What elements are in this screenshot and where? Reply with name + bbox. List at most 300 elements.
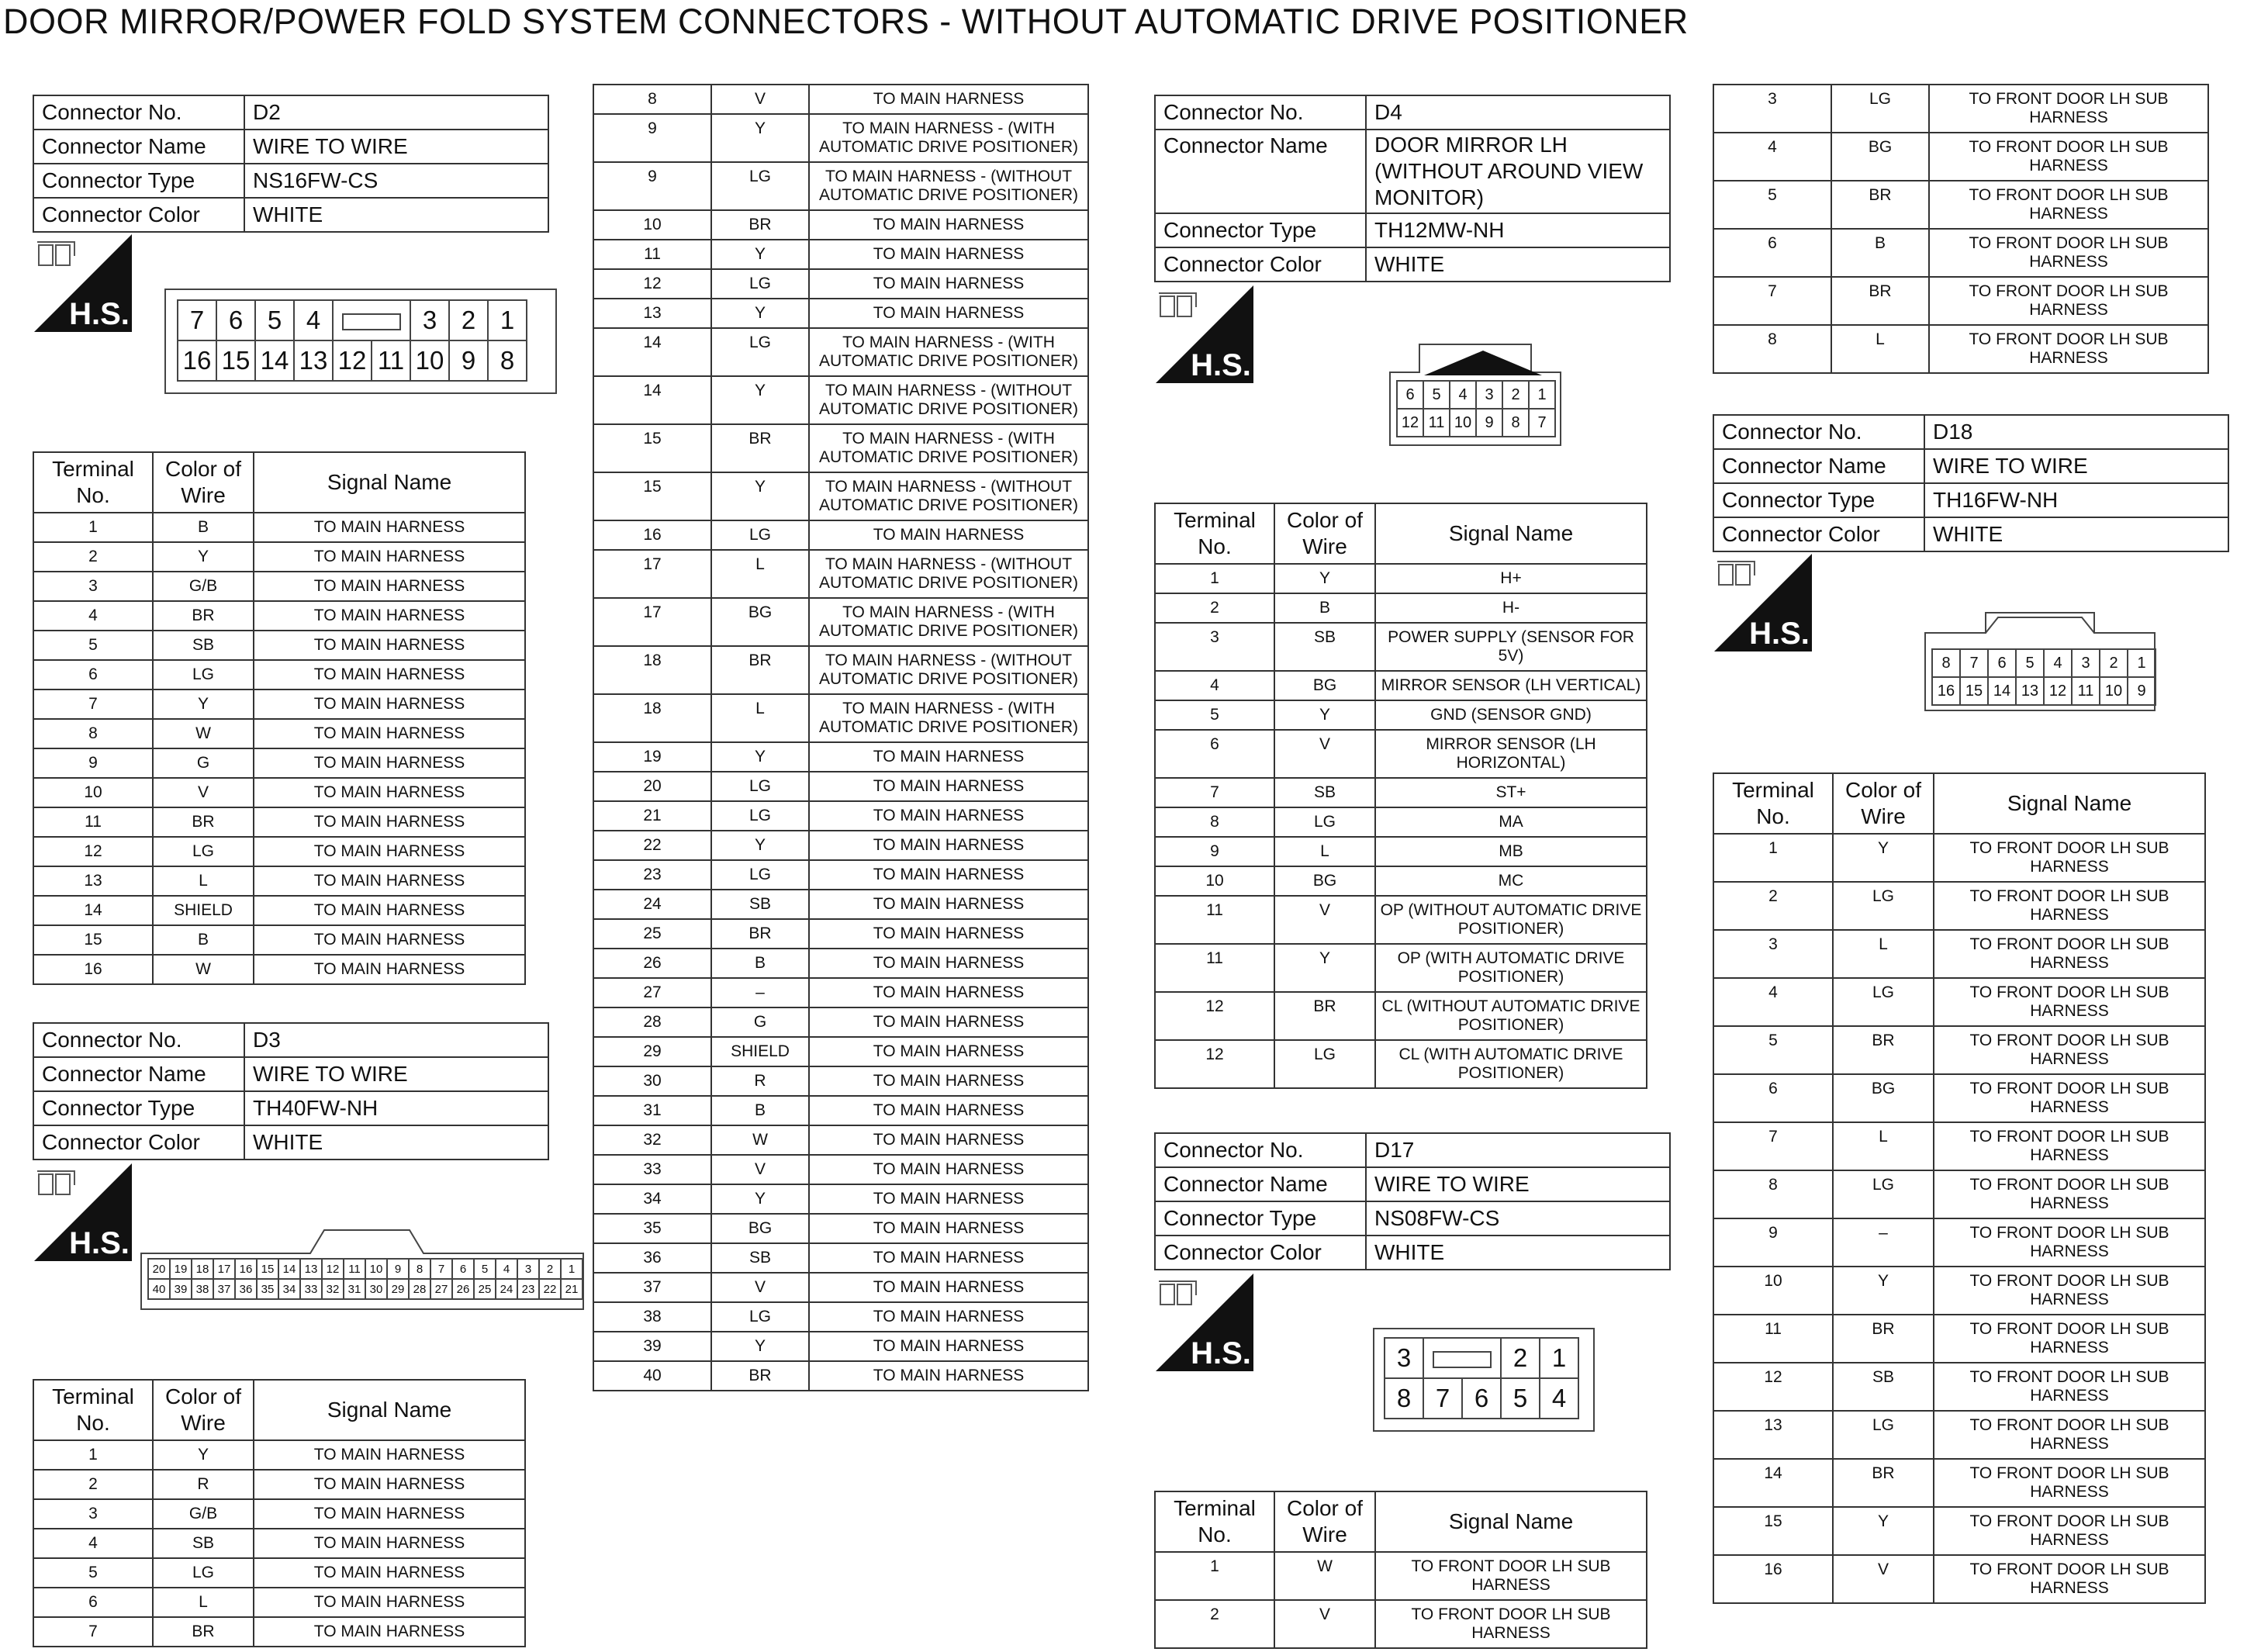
terminal-no-cell: 25 (593, 919, 711, 949)
wire-color-cell: BR (153, 1617, 254, 1647)
table-row (1713, 1074, 2205, 1122)
pin-grid-d2 (177, 299, 527, 382)
connector-no-value: D2 (244, 95, 548, 130)
pin-number: 9 (1476, 409, 1502, 437)
terminal-no-cell: 1 (1155, 1552, 1274, 1600)
terminal-no-cell: 3 (1713, 85, 1831, 133)
wire-color-cell: Y (153, 542, 254, 572)
connector-type-value: NS08FW-CS (1366, 1201, 1670, 1236)
terminal-no-header: Terminal No. (1155, 1491, 1274, 1552)
table-row (33, 1588, 525, 1617)
wire-color-cell: LG (153, 837, 254, 866)
wire-color-cell: LG (711, 269, 809, 299)
connector-type-label: Connector Type (33, 1091, 244, 1125)
connector-type-label: Connector Type (1713, 483, 1924, 517)
hs-badge-icon (1154, 284, 1255, 385)
table-row (1713, 181, 2208, 229)
table-row (33, 778, 525, 807)
signal-name-cell: TO MAIN HARNESS (809, 520, 1088, 550)
terminal-no-cell: 5 (1713, 1026, 1833, 1074)
terminal-no-cell: 30 (593, 1066, 711, 1096)
table-row (33, 1529, 525, 1558)
hs-badge-icon (1154, 1272, 1255, 1373)
pin-number: 39 (170, 1279, 192, 1299)
terminal-no-cell: 33 (593, 1155, 711, 1184)
table-row (1713, 1170, 2205, 1218)
color-of-wire-header: Color of Wire (1833, 773, 1934, 834)
table-row (593, 240, 1088, 269)
wire-color-cell: BG (711, 598, 809, 646)
wire-color-cell: – (1833, 1218, 1934, 1267)
pin-number: 5 (255, 300, 294, 340)
terminal-no-cell: 3 (1155, 623, 1274, 671)
wire-color-cell: LG (153, 1558, 254, 1588)
signal-name-header: Signal Name (254, 1380, 525, 1440)
signal-name-cell: TO MAIN HARNESS (809, 1155, 1088, 1184)
pin-number: 6 (452, 1259, 474, 1279)
table-row (1155, 623, 1647, 671)
table-row (33, 572, 525, 601)
wire-color-cell: G/B (153, 572, 254, 601)
table-row (1155, 671, 1647, 700)
terminal-no-cell: 10 (1713, 1267, 1833, 1315)
wire-color-cell: G (711, 1007, 809, 1037)
terminal-no-cell: 23 (593, 860, 711, 890)
signal-name-cell: TO MAIN HARNESS (809, 919, 1088, 949)
pin-number: 1 (1540, 1338, 1578, 1378)
pin-number: 19 (170, 1259, 192, 1279)
wire-color-cell: L (711, 694, 809, 742)
pin-number: 3 (1476, 381, 1502, 409)
wire-color-cell: W (1274, 1552, 1375, 1600)
terminal-no-cell: 22 (593, 831, 711, 860)
pin-number: 28 (409, 1279, 430, 1299)
table-row (593, 520, 1088, 550)
pin-number: 4 (294, 300, 333, 340)
pin-number: 10 (410, 340, 449, 381)
wire-color-cell: V (153, 778, 254, 807)
signal-name-cell: TO FRONT DOOR LH SUB HARNESS (1929, 181, 2208, 229)
terminal-no-cell: 7 (1713, 277, 1831, 325)
signal-name-cell: TO MAIN HARNESS (254, 601, 525, 631)
wire-color-cell: Y (153, 1440, 254, 1470)
pin-number: 16 (1932, 677, 1960, 705)
pin-number: 40 (148, 1279, 170, 1299)
hs-badge-icon (1713, 552, 1813, 653)
signal-name-cell: TO MAIN HARNESS (809, 1302, 1088, 1332)
signal-name-cell: TO FRONT DOOR LH SUB HARNESS (1934, 834, 2205, 882)
wire-color-cell: BR (1833, 1026, 1934, 1074)
pin-number: 9 (2128, 677, 2156, 705)
pin-number: 7 (1529, 409, 1555, 437)
connector-name-value: WIRE TO WIRE (1366, 1167, 1670, 1201)
pin-number: 10 (2100, 677, 2128, 705)
terminal-no-cell: 8 (1713, 325, 1831, 373)
page-title: DOOR MIRROR/POWER FOLD SYSTEM CONNECTORS - WITHOUT AUTOMATIC DRIVE POSITIONER (3, 2, 1689, 41)
table-row (1713, 325, 2208, 373)
pin-number: 14 (255, 340, 294, 381)
wire-color-cell: Y (1833, 1507, 1934, 1555)
wire-color-cell: LG (1274, 1040, 1375, 1088)
color-of-wire-header: Color of Wire (1274, 503, 1375, 564)
table-row (1713, 1411, 2205, 1459)
wire-color-cell: LG (1274, 807, 1375, 837)
wire-color-cell: BR (1833, 1459, 1934, 1507)
terminal-no-cell: 10 (33, 778, 153, 807)
terminal-no-cell: 27 (593, 978, 711, 1007)
terminal-no-cell: 38 (593, 1302, 711, 1332)
wire-color-cell: BR (153, 601, 254, 631)
terminal-no-cell: 4 (33, 601, 153, 631)
terminal-no-header: Terminal No. (33, 1380, 153, 1440)
signal-name-cell: TO MAIN HARNESS (809, 772, 1088, 801)
table-row (593, 831, 1088, 860)
table-row (33, 689, 525, 719)
pin-number: 31 (344, 1279, 365, 1299)
terminal-no-cell: 13 (1713, 1411, 1833, 1459)
wire-color-cell: LG (1833, 1411, 1934, 1459)
connector-no-value: D4 (1366, 95, 1670, 130)
table-row (33, 1499, 525, 1529)
wire-color-cell: R (711, 1066, 809, 1096)
wire-color-cell: BR (1274, 992, 1375, 1040)
terminal-table-d2 (33, 451, 526, 985)
pin-number: 6 (1462, 1378, 1501, 1419)
connector-lock-slot (333, 300, 410, 340)
pin-number: 7 (1960, 649, 1988, 677)
signal-name-header: Signal Name (1375, 1491, 1647, 1552)
table-row (33, 955, 525, 984)
pin-number: 17 (213, 1259, 235, 1279)
wire-color-cell: V (711, 1273, 809, 1302)
pin-number: 35 (257, 1279, 278, 1299)
terminal-no-cell: 10 (1155, 866, 1274, 896)
signal-name-cell: TO MAIN HARNESS (809, 85, 1088, 114)
signal-name-cell: TO MAIN HARNESS - (WITHOUT AUTOMATIC DRIVE POSITIONER) (809, 646, 1088, 694)
signal-name-cell: CL (WITH AUTOMATIC DRIVE POSITIONER) (1375, 1040, 1647, 1088)
terminal-no-cell: 19 (593, 742, 711, 772)
signal-name-cell: MIRROR SENSOR (LH VERTICAL) (1375, 671, 1647, 700)
pin-number: 33 (300, 1279, 322, 1299)
wire-color-cell: V (1274, 1600, 1375, 1648)
wire-color-cell: Y (711, 376, 809, 424)
pin-number: 26 (452, 1279, 474, 1299)
pin-number: 5 (1501, 1378, 1540, 1419)
signal-name-cell: TO MAIN HARNESS (254, 955, 525, 984)
table-row (1713, 277, 2208, 325)
signal-name-cell: TO MAIN HARNESS (254, 748, 525, 778)
signal-name-header: Signal Name (254, 452, 525, 513)
pin-number: 30 (365, 1279, 387, 1299)
connector-type-value: TH40FW-NH (244, 1091, 548, 1125)
pin-number: 8 (409, 1259, 430, 1279)
signal-name-cell: TO FRONT DOOR LH SUB HARNESS (1375, 1600, 1647, 1648)
wire-color-cell: BG (1274, 671, 1375, 700)
terminal-no-cell: 15 (33, 925, 153, 955)
signal-name-cell: H+ (1375, 564, 1647, 593)
terminal-no-cell: 28 (593, 1007, 711, 1037)
signal-name-cell: TO MAIN HARNESS (809, 742, 1088, 772)
terminal-no-cell: 11 (593, 240, 711, 269)
signal-name-cell: TO MAIN HARNESS (809, 1037, 1088, 1066)
pin-number: 13 (2016, 677, 2044, 705)
terminal-no-cell: 5 (1155, 700, 1274, 730)
pin-number: 1 (2128, 649, 2156, 677)
terminal-no-header: Terminal No. (33, 452, 153, 513)
terminal-no-cell: 11 (1155, 944, 1274, 992)
pin-number: 20 (148, 1259, 170, 1279)
table-row (1713, 1122, 2205, 1170)
terminal-no-cell: 14 (593, 376, 711, 424)
hs-badge-icon (33, 233, 133, 334)
connector-lock-slot (1423, 1338, 1501, 1378)
table-row (1713, 930, 2205, 978)
pin-number: 14 (1988, 677, 2016, 705)
table-row (1155, 837, 1647, 866)
connector-name-value: WIRE TO WIRE (244, 1057, 548, 1091)
signal-name-cell: TO MAIN HARNESS (254, 1529, 525, 1558)
connector-name-value: WIRE TO WIRE (244, 130, 548, 164)
terminal-no-cell: 40 (593, 1361, 711, 1391)
table-row (593, 1361, 1088, 1391)
table-row (1155, 992, 1647, 1040)
pin-number: 4 (2044, 649, 2072, 677)
terminal-no-cell: 5 (33, 1558, 153, 1588)
pin-number: 6 (1988, 649, 2016, 677)
pin-number: 5 (474, 1259, 496, 1279)
latch-icon (1433, 1351, 1492, 1368)
wire-color-cell: W (153, 719, 254, 748)
wire-color-cell: V (1274, 896, 1375, 944)
pin-number: 8 (1502, 409, 1529, 437)
table-row (593, 210, 1088, 240)
color-of-wire-header: Color of Wire (153, 452, 254, 513)
hs-label: H.S. (69, 297, 130, 331)
terminal-no-cell: 10 (593, 210, 711, 240)
table-row (33, 601, 525, 631)
signal-name-header: Signal Name (1375, 503, 1647, 564)
terminal-no-cell: 12 (593, 269, 711, 299)
pin-number: 9 (449, 340, 488, 381)
signal-name-cell: TO FRONT DOOR LH SUB HARNESS (1934, 1122, 2205, 1170)
connector-name-label: Connector Name (33, 1057, 244, 1091)
terminal-no-cell: 1 (33, 513, 153, 542)
connector-color-label: Connector Color (1713, 517, 1924, 551)
signal-name-cell: TO FRONT DOOR LH SUB HARNESS (1934, 1026, 2205, 1074)
table-row (1713, 133, 2208, 181)
connector-no-label: Connector No. (33, 1023, 244, 1057)
terminal-no-header: Terminal No. (1155, 503, 1274, 564)
terminal-no-cell: 6 (1713, 1074, 1833, 1122)
wire-color-cell: W (711, 1125, 809, 1155)
pin-number: 11 (372, 340, 410, 381)
table-row (593, 114, 1088, 162)
wire-color-cell: LG (711, 162, 809, 210)
terminal-no-cell: 11 (33, 807, 153, 837)
wire-color-cell: SB (1274, 623, 1375, 671)
wire-color-cell: LG (711, 520, 809, 550)
pin-number: 16 (178, 340, 216, 381)
wire-color-cell: L (153, 1588, 254, 1617)
pin-number: 4 (1540, 1378, 1578, 1419)
wire-color-cell: BR (711, 646, 809, 694)
wire-color-cell: L (1833, 930, 1934, 978)
latch-icon (342, 313, 401, 330)
pin-number: 12 (2044, 677, 2072, 705)
pin-number: 2 (449, 300, 488, 340)
terminal-no-cell: 6 (1155, 730, 1274, 778)
signal-name-cell: TO FRONT DOOR LH SUB HARNESS (1934, 1074, 2205, 1122)
table-row (1155, 700, 1647, 730)
table-row (1713, 1267, 2205, 1315)
terminal-no-cell: 2 (1155, 1600, 1274, 1648)
pin-number: 8 (488, 340, 527, 381)
connector-name-label: Connector Name (1155, 130, 1366, 213)
table-row (593, 550, 1088, 598)
pin-number: 7 (178, 300, 216, 340)
terminal-no-cell: 7 (33, 1617, 153, 1647)
terminal-table-d4 (1154, 503, 1647, 1089)
terminal-no-cell: 1 (1713, 834, 1833, 882)
signal-name-cell: TO FRONT DOOR LH SUB HARNESS (1934, 1459, 2205, 1507)
pin-number: 29 (387, 1279, 409, 1299)
wire-color-cell: LG (711, 860, 809, 890)
terminal-no-cell: 2 (33, 542, 153, 572)
pin-number: 34 (278, 1279, 300, 1299)
wire-color-cell: G/B (153, 1499, 254, 1529)
signal-name-cell: TO MAIN HARNESS (254, 837, 525, 866)
signal-name-cell: TO MAIN HARNESS (254, 1499, 525, 1529)
signal-name-cell: TO FRONT DOOR LH SUB HARNESS (1934, 1170, 2205, 1218)
wire-color-cell: LG (711, 328, 809, 376)
signal-name-cell: TO MAIN HARNESS (254, 719, 525, 748)
terminal-no-cell: 16 (593, 520, 711, 550)
signal-name-cell: TO MAIN HARNESS - (WITHOUT AUTOMATIC DRIVE POSITIONER) (809, 376, 1088, 424)
wire-color-cell: L (1831, 325, 1929, 373)
table-row (1155, 593, 1647, 623)
wire-color-cell: LG (1831, 85, 1929, 133)
table-row (593, 1302, 1088, 1332)
wire-color-cell: B (1274, 593, 1375, 623)
color-of-wire-header: Color of Wire (1274, 1491, 1375, 1552)
wire-color-cell: Y (1274, 700, 1375, 730)
signal-name-cell: TO FRONT DOOR LH SUB HARNESS (1934, 978, 2205, 1026)
signal-name-cell: TO MAIN HARNESS (254, 1470, 525, 1499)
terminal-no-cell: 5 (33, 631, 153, 660)
signal-name-cell: TO MAIN HARNESS (809, 240, 1088, 269)
terminal-no-cell: 14 (593, 328, 711, 376)
signal-name-cell: TO MAIN HARNESS (254, 1588, 525, 1617)
signal-name-cell: TO MAIN HARNESS - (WITH AUTOMATIC DRIVE POSITIONER) (809, 424, 1088, 472)
wire-color-cell: BG (1274, 866, 1375, 896)
terminal-no-cell: 7 (1713, 1122, 1833, 1170)
connector-no-value: D3 (244, 1023, 548, 1057)
table-row (1713, 1363, 2205, 1411)
pin-number: 10 (1450, 409, 1476, 437)
terminal-no-cell: 2 (1155, 593, 1274, 623)
pin-number: 37 (213, 1279, 235, 1299)
table-row (33, 1558, 525, 1588)
terminal-no-cell: 13 (593, 299, 711, 328)
signal-name-cell: TO FRONT DOOR LH SUB HARNESS (1934, 1411, 2205, 1459)
wire-color-cell: Y (711, 1332, 809, 1361)
terminal-no-cell: 12 (1713, 1363, 1833, 1411)
pin-number: 14 (278, 1259, 300, 1279)
table-row (1713, 1218, 2205, 1267)
terminal-no-cell: 34 (593, 1184, 711, 1214)
pin-number: 3 (2072, 649, 2100, 677)
signal-name-cell: TO FRONT DOOR LH SUB HARNESS (1929, 325, 2208, 373)
table-row (593, 1096, 1088, 1125)
wire-color-cell: LG (1833, 882, 1934, 930)
table-row (593, 978, 1088, 1007)
signal-name-cell: TO MAIN HARNESS (254, 660, 525, 689)
connector-info-d3 (33, 1022, 549, 1160)
connector-info-d17 (1154, 1132, 1671, 1270)
signal-name-cell: POWER SUPPLY (SENSOR FOR 5V) (1375, 623, 1647, 671)
wire-color-cell: LG (711, 772, 809, 801)
connector-type-value: TH12MW-NH (1366, 213, 1670, 247)
connector-info-d2 (33, 95, 549, 233)
terminal-no-cell: 18 (593, 646, 711, 694)
terminal-no-cell: 36 (593, 1243, 711, 1273)
signal-name-cell: TO MAIN HARNESS (254, 1440, 525, 1470)
signal-name-cell: TO MAIN HARNESS (809, 269, 1088, 299)
wire-color-cell: Y (1833, 1267, 1934, 1315)
connector-color-label: Connector Color (33, 1125, 244, 1160)
terminal-no-cell: 24 (593, 890, 711, 919)
terminal-no-cell: 32 (593, 1125, 711, 1155)
terminal-no-cell: 14 (33, 896, 153, 925)
signal-name-cell: TO FRONT DOOR LH SUB HARNESS (1929, 277, 2208, 325)
table-row (593, 949, 1088, 978)
wire-color-cell: Y (1274, 564, 1375, 593)
connector-color-value: WHITE (1366, 247, 1670, 282)
table-row (593, 299, 1088, 328)
terminal-no-cell: 9 (593, 162, 711, 210)
terminal-no-cell: 9 (33, 748, 153, 778)
pin-number: 32 (322, 1279, 344, 1299)
terminal-no-cell: 13 (33, 866, 153, 896)
table-row (593, 162, 1088, 210)
pin-number: 38 (192, 1279, 213, 1299)
connector-type-label: Connector Type (33, 164, 244, 198)
wire-color-cell: L (1274, 837, 1375, 866)
connector-color-label: Connector Color (33, 198, 244, 232)
terminal-no-cell: 15 (593, 472, 711, 520)
terminal-no-cell: 18 (593, 694, 711, 742)
signal-name-cell: TO MAIN HARNESS - (WITHOUT AUTOMATIC DRIVE POSITIONER) (809, 472, 1088, 520)
wire-color-cell: BR (711, 210, 809, 240)
signal-name-cell: ST+ (1375, 778, 1647, 807)
signal-name-cell: TO MAIN HARNESS (809, 801, 1088, 831)
pin-grid-d18 (1931, 648, 2156, 706)
wire-color-cell: Y (711, 1184, 809, 1214)
table-row (593, 890, 1088, 919)
table-row (593, 1037, 1088, 1066)
signal-name-cell: TO MAIN HARNESS (254, 1617, 525, 1647)
signal-name-cell: TO MAIN HARNESS (809, 949, 1088, 978)
connector-color-value: WHITE (1366, 1236, 1670, 1270)
table-row (1155, 1040, 1647, 1088)
terminal-no-cell: 35 (593, 1214, 711, 1243)
signal-name-cell: TO MAIN HARNESS - (WITHOUT AUTOMATIC DRIVE POSITIONER) (809, 162, 1088, 210)
terminal-no-cell: 4 (1713, 978, 1833, 1026)
wire-color-cell: LG (1833, 1170, 1934, 1218)
wire-color-cell: SB (1833, 1363, 1934, 1411)
pin-number: 8 (1932, 649, 1960, 677)
connector-info-d18 (1713, 414, 2229, 552)
